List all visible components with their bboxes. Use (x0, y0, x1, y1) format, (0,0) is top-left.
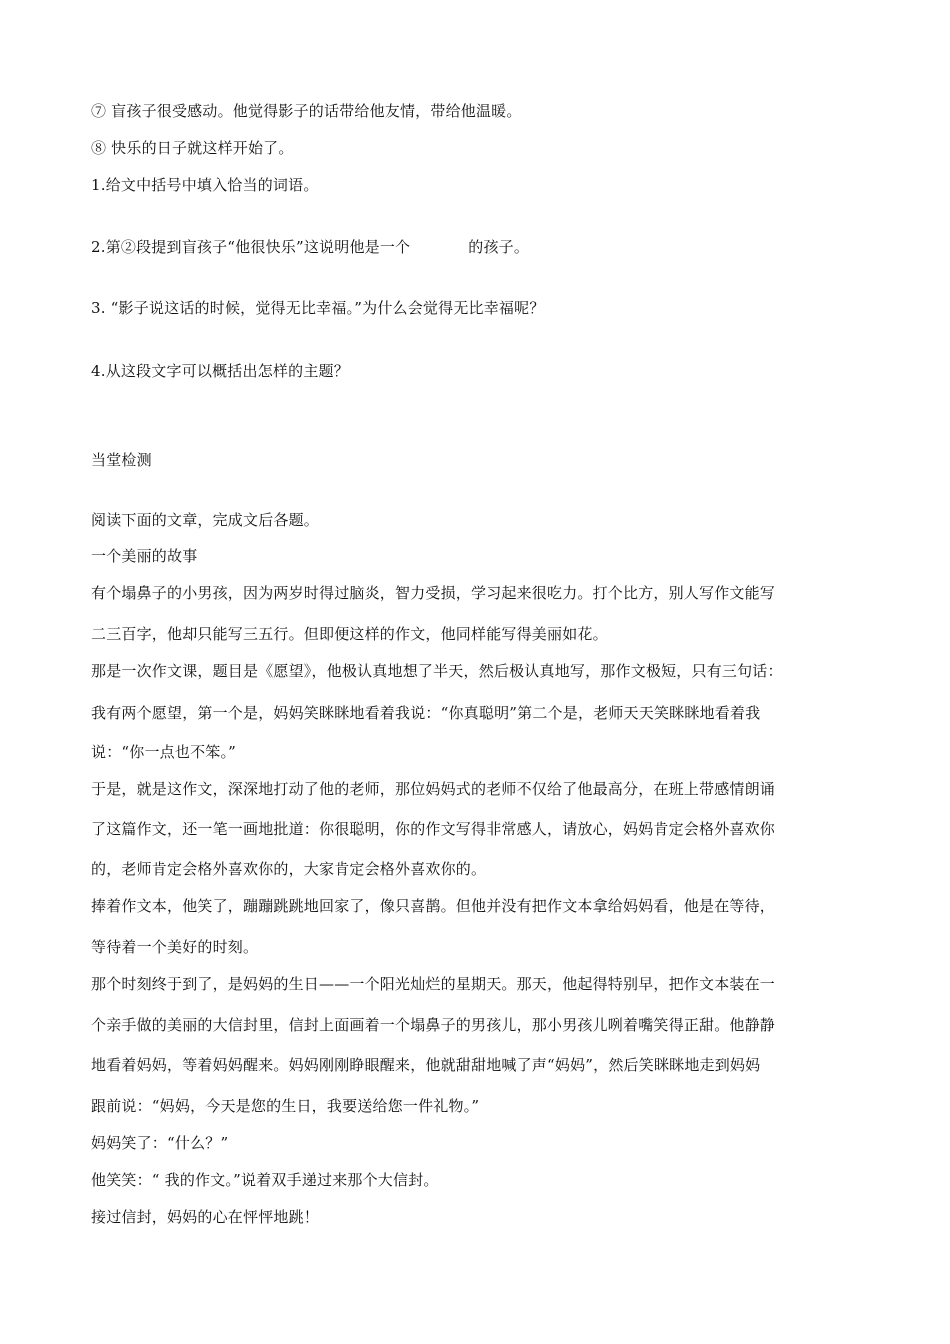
story-line: 跟前说：“妈妈，今天是您的生日，我要送给您一件礼物。” (91, 1097, 480, 1115)
story-title: 一个美丽的故事 (91, 547, 198, 565)
story-line: 捧着作文本，他笑了，蹦蹦跳跳地回家了，像只喜鹊。但他并没有把作文本拿给妈妈看，他是在等待， (91, 897, 776, 915)
reading-instruction: 阅读下面的文章，完成文后各题。 (91, 511, 320, 529)
exercise-item-8: ⑧ 快乐的日子就这样开始了。 (91, 139, 294, 157)
story-line: 了这篇作文，还一笔一画地批道：你很聪明，你的作文写得非常感人，请放心，妈妈肯定会格外喜欢你 (91, 820, 776, 838)
story-line: 等待着一个美好的时刻。 (91, 938, 259, 956)
story-line: 于是，就是这作文，深深地打动了他的老师，那位妈妈式的老师不仅给了他最高分，在班上带感情朗诵 (91, 780, 776, 798)
question-2-suffix: 的孩子。 (468, 238, 530, 256)
story-line: 二三百字，他却只能写三五行。但即便这样的作文，他同样能写得美丽如花。 (91, 625, 608, 643)
question-3: 3. “影子说这话的时候，觉得无比幸福。”为什么会觉得无比幸福呢？ (91, 299, 545, 317)
story-line: 地看着妈妈，等着妈妈醒来。妈妈刚刚睁眼醒来，他就甜甜地喊了声“妈妈”，然后笑眯眯地走到妈妈 (91, 1056, 761, 1074)
story-line: 的，老师肯定会格外喜欢你的，大家肯定会格外喜欢你的。 (91, 860, 487, 878)
story-line: 他笑笑：“ 我的作文。”说着双手递过来那个大信封。 (91, 1171, 439, 1189)
question-2-text: 2.第②段提到盲孩子“他很快乐”这说明他是一个 (91, 238, 411, 256)
story-line: 说：“你一点也不笨。” (91, 743, 237, 761)
story-line: 那是一次作文课，题目是《愿望》，他极认真地想了半天，然后极认真地写，那作文极短，只有三句话： (91, 662, 783, 680)
story-line: 那个时刻终于到了，是妈妈的生日——一个阳光灿烂的星期天。那天，他起得特别早，把作文本装在一 (91, 975, 776, 993)
story-line: 我有两个愿望，第一个是，妈妈笑眯眯地看着我说：“你真聪明”第二个是，老师天天笑眯眯地看着我 (91, 704, 761, 722)
question-1: 1.给文中括号中填入恰当的词语。 (91, 176, 319, 194)
story-line: 个亲手做的美丽的大信封里，信封上面画着一个塌鼻子的男孩儿，那小男孩儿咧着嘴笑得正甜。他静静 (91, 1016, 776, 1034)
question-4: 4.从这段文字可以概括出怎样的主题？ (91, 362, 349, 380)
exercise-item-7: ⑦ 盲孩子很受感动。他觉得影子的话带给他友情，带给他温暖。 (91, 102, 522, 120)
question-2 (91, 237, 529, 257)
story-line: 妈妈笑了：“什么？” (91, 1134, 229, 1152)
story-line: 有个塌鼻子的小男孩，因为两岁时得过脑炎，智力受损，学习起来很吃力。打个比方，别人写作文能写 (91, 584, 776, 602)
section-title: 当堂检测 (91, 451, 152, 469)
story-line: 接过信封，妈妈的心在怦怦地跳！ (91, 1208, 320, 1226)
